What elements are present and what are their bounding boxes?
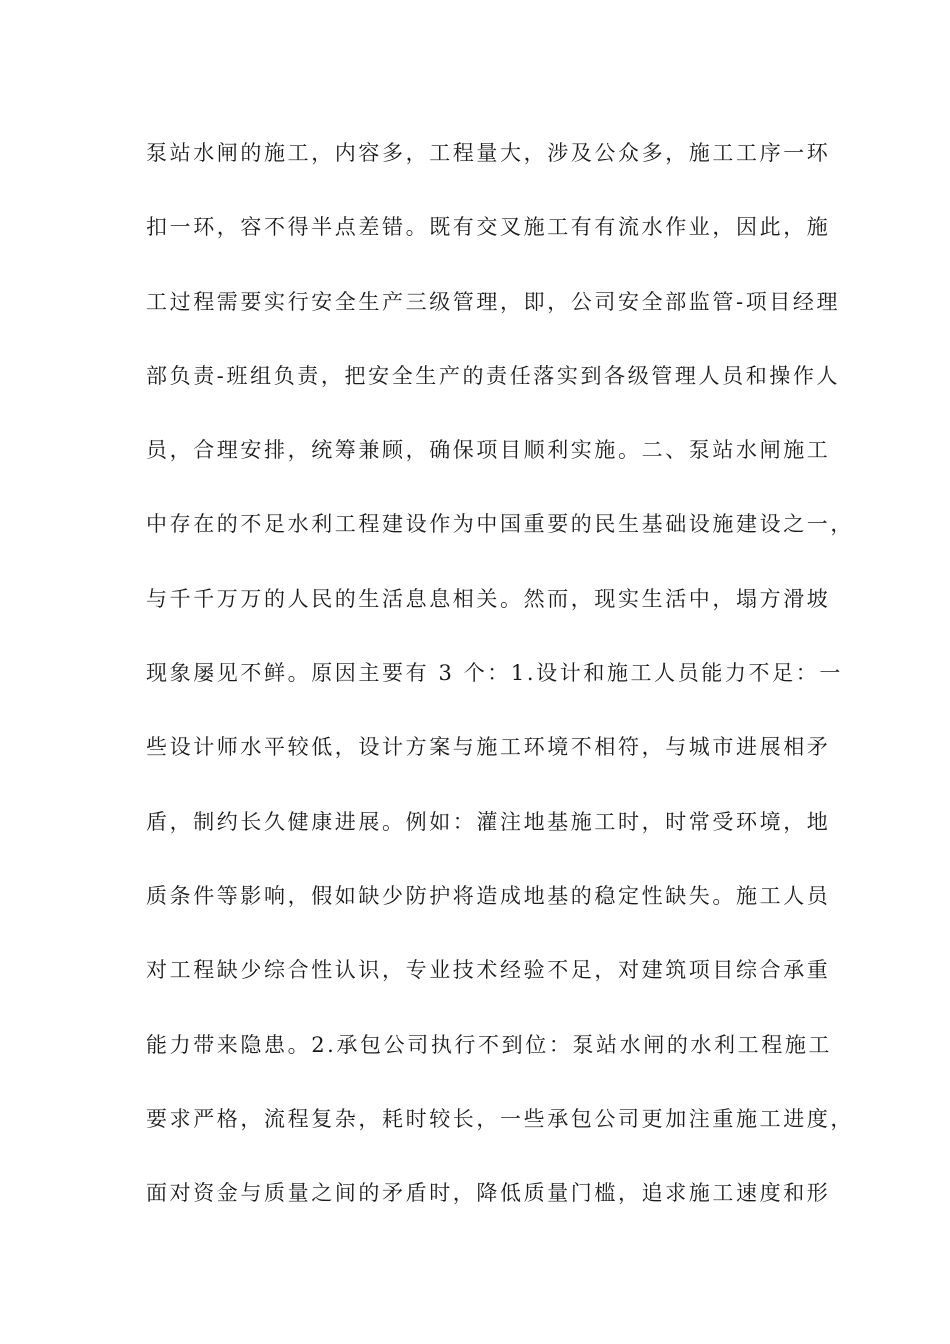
text-line: 中存在的不足水利工程建设作为中国重要的民生基础设施建设之一， — [146, 512, 854, 537]
text-line: 员，合理安排，统筹兼顾，确保项目顺利实施。二、泵站水闸施工 — [146, 438, 831, 463]
text-line: 盾，制约长久健康进展。例如：灌注地基施工时，时常受环境，地 — [146, 809, 831, 834]
text-line: 能力带来隐患。2.承包公司执行不到位：泵站水闸的水利工程施工 — [146, 1032, 833, 1057]
text-line: 对工程缺少综合性认识，专业技术经验不足，对建筑项目综合承重 — [146, 958, 831, 983]
text-line: 部负责-班组负责，把安全生产的责任落实到各级管理人员和操作人 — [146, 363, 841, 388]
text-line: 与千千万万的人民的生活息息相关。然而，现实生活中，塌方滑坡 — [146, 586, 831, 611]
text-line: 面对资金与质量之间的矛盾时，降低质量门槛，追求施工速度和形 — [146, 1181, 831, 1206]
body-text — [146, 129, 854, 1243]
text-line: 要求严格，流程复杂，耗时较长，一些承包公司更加注重施工进度， — [146, 1106, 854, 1131]
text-line: 现象屡见不鲜。原因主要有 3 个：1.设计和施工人员能力不足：一 — [146, 661, 843, 686]
text-line: 质条件等影响，假如缺少防护将造成地基的稳定性缺失。施工人员 — [146, 883, 831, 908]
text-line: 泵站水闸的施工，内容多，工程量大，涉及公众多，施工工序一环 — [146, 141, 831, 165]
text-line: 扣一环，容不得半点差错。既有交叉施工有有流水作业，因此，施 — [146, 215, 831, 240]
text-line: 工过程需要实行安全生产三级管理，即，公司安全部监管-项目经理 — [146, 289, 841, 314]
text-line: 些设计师水平较低，设计方案与施工环境不相符，与城市进展相矛 — [146, 735, 831, 760]
